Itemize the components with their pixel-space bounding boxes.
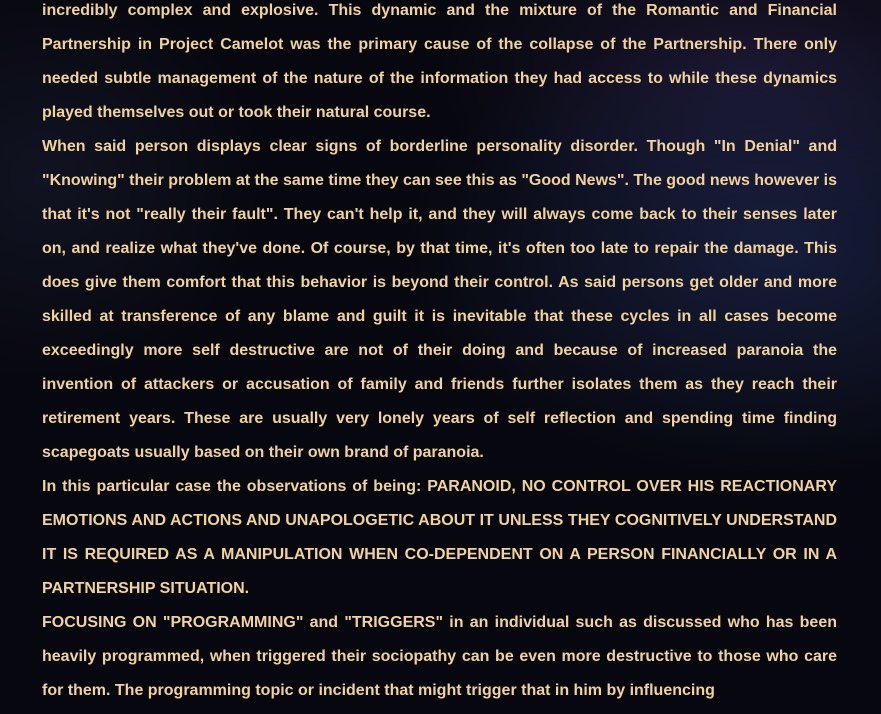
paragraph-programming-triggers: FOCUSING ON "PROGRAMMING" and "TRIGGERS" in an individual such as discussed who has been heavily programmed, when triggered their sociopathy can be even more destructive to those who care for them. The programming topic or incident that might trigger that in him by influencing [42, 614, 837, 699]
paragraph-borderline-personality: When said person displays clear signs of borderline personality disorder. Though "In Denial" and "Knowing" their problem at the same time they can see this as "Good News". The good news however is that it's not "really their fault". They can't help it, and they will always come back to their senses later on, and realize what they've done. Of course, by that time, it's often too late to repair the damage. This does give them comfort that this behavior is beyond their control. As said persons get older and more skilled at transference of any blame and guilt it is inevitable that these cycles in all cases become exceedingly more self destructive are not of their doing and because of increased paranoia the invention of attackers or accusation of family and friends further isolates them as they reach their retirement years. These are usually very lonely years of self reflection and spending time finding scapegoats usually based on their own brand of paranoia. [42, 138, 837, 461]
paragraph-observations: In this particular case the observations of being: PARANOID, NO CONTROL OVER HIS REACTIONARY EMOTIONS AND ACTIONS AND UNAPOLOGETIC ABOUT IT UNLESS THEY COGNITIVELY UNDERSTAND IT IS REQUIRED AS A MANIPULATION WHEN CO-DEPENDENT ON A PERSON FINANCIALLY OR IN A PARTNERSHIP SITUATION. [42, 478, 837, 597]
article-body [42, 0, 837, 708]
paragraph-collapse-of-partnership: incredibly complex and explosive. This dynamic and the mixture of the Romantic and Financial Partnership in Project Camelot was the primary cause of the collapse of the Partnership. There only needed subtle management of the nature of the information they had access to while these dynamics played themselves out or took their natural course. [42, 2, 837, 121]
